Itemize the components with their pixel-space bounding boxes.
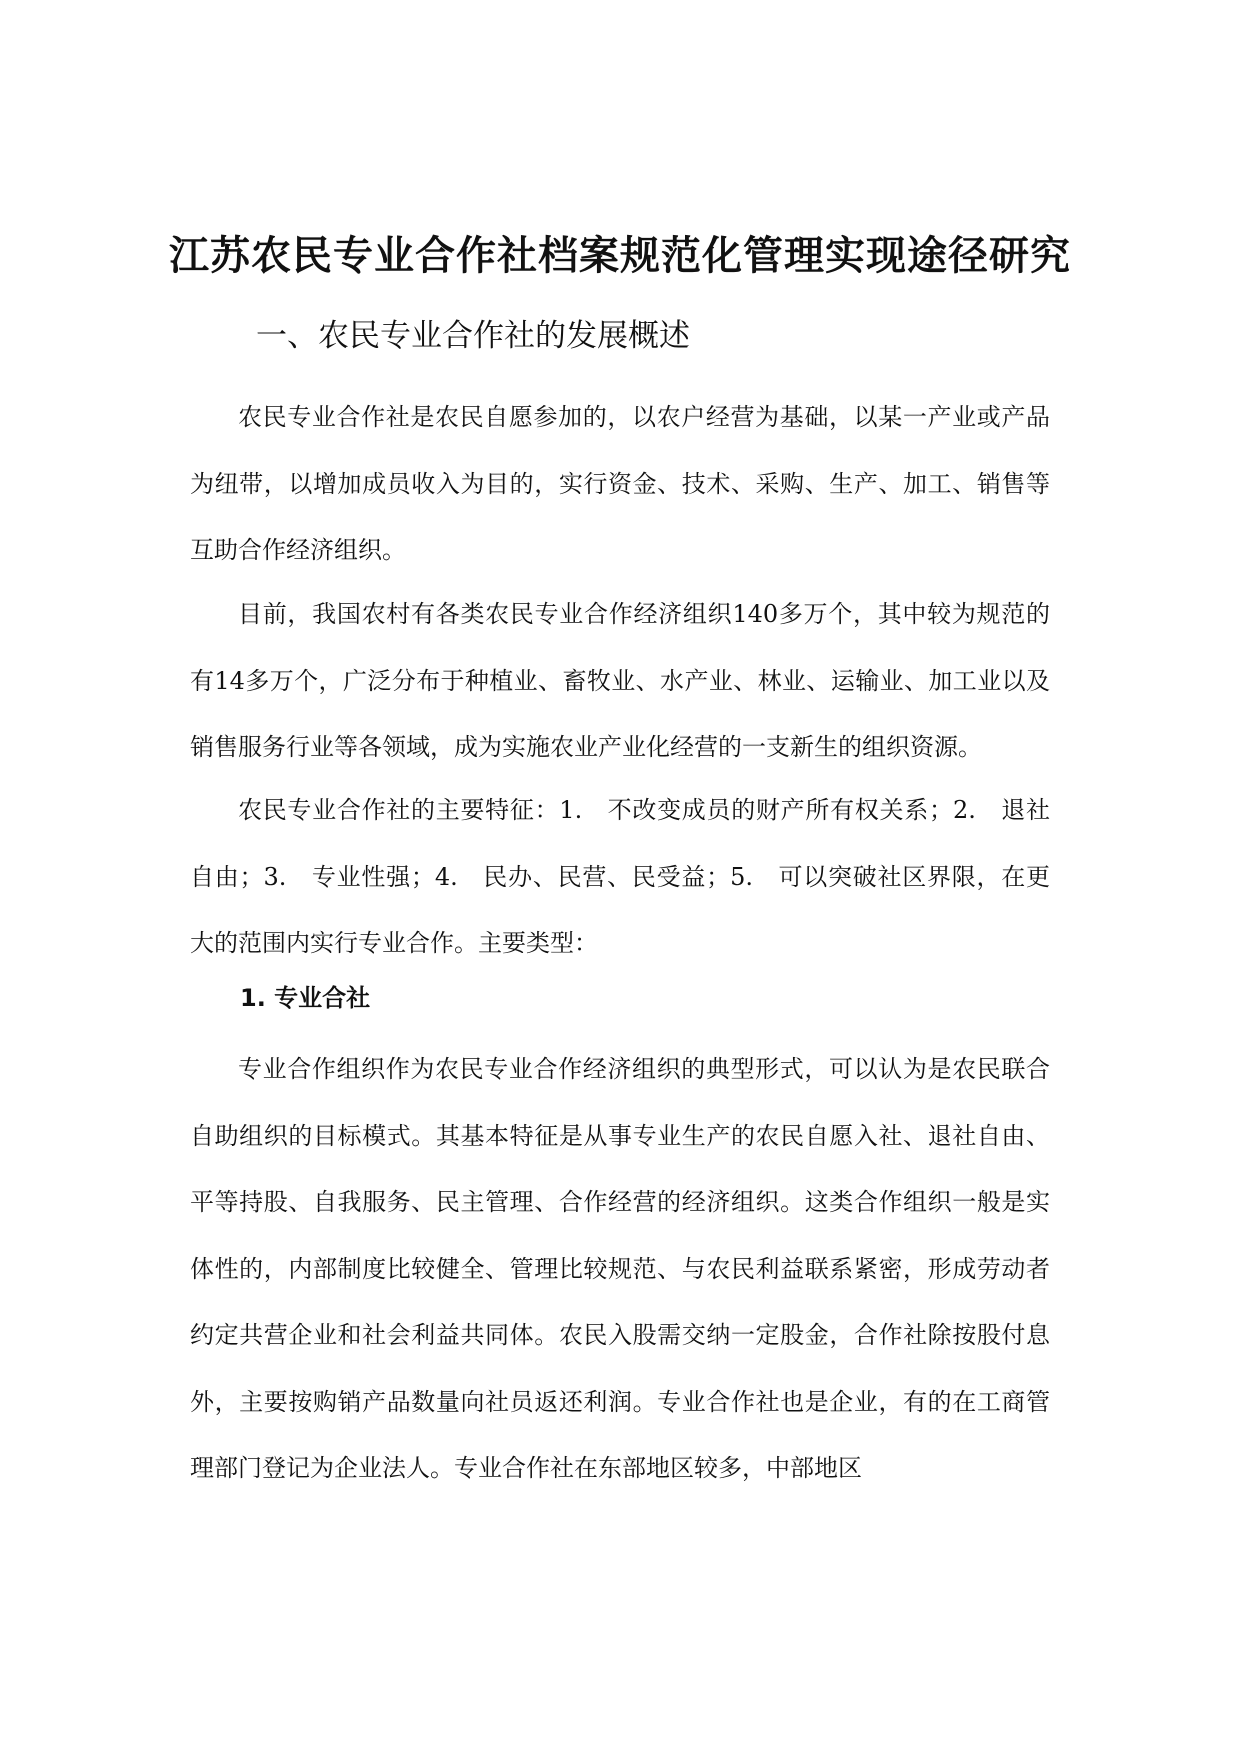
section-heading: 一、农民专业合作社的发展概述 xyxy=(256,318,690,354)
paragraph-professional-cooperative xyxy=(190,1036,1050,1502)
paragraph-text: 目前，我国农村有各类农民专业合作经济组织140多万个，其中较为规范的有14多万个，广泛分布于种植业、畜牧业、水产业、林业、运输业、加工业以及销售服务行业等各领域，成为实施 xyxy=(190,600,1050,761)
paragraph-text: 、民受益；5. 可以突破社区界限，在更大的范围内实行专业合作。主要类型： xyxy=(190,862,1051,957)
term-agricultural-industrialization: 农业产业化经营 xyxy=(550,733,718,761)
paragraph-text: ，合作社除按股付息外，主要按购销产品数量向社员返还利润。专业合作社也是企业，有的在工商管理部门登记为企业法人。专业合作社在东部地区较多，中部地区 xyxy=(190,1321,1051,1482)
paragraph-main-features xyxy=(190,777,1050,977)
paragraph-text: 农民专业合作社的主要特征：1. 不改变成员的财产所有权关系；2. 退社自由；3. 专业性强；4. 民办、 xyxy=(190,796,1050,891)
paragraph-text: 的一支新生的组织资源。 xyxy=(718,733,982,761)
term-private-operation: 民营 xyxy=(557,862,608,891)
subheading-professional-cooperative: 1. 专业合社 xyxy=(240,984,371,1012)
term-share-capital: 股金 xyxy=(780,1321,830,1349)
document-title: 江苏农民专业合作社档案规范化管理实现途径研究 xyxy=(169,232,1071,279)
paragraph-definition: 农民专业合作社是农民自愿参加的，以农户经营为基础，以某一产业或产品为纽带，以增加成员收入为目的，实行资金、技术、采购、生产、加工、销售等互助合作经济组织。 xyxy=(190,403,1050,564)
paragraph-current-status xyxy=(190,581,1050,781)
paragraph-text: 专业合作组织作为农民专业合作经济组织的典型形式，可以认为是农民联合自助组织的目标模式。其基本特征是从事专业生产的农民自愿入社、退社自由、平等持股、自我服务、民主管理、合作经营的经济组织。这类合作组织一般是实体性的，内部制度比较健全、管理比较规范、与农民利益联系紧密，形成劳动者约定共营企业和社会利益共同体。农民入股需交纳一定 xyxy=(190,1055,1050,1349)
